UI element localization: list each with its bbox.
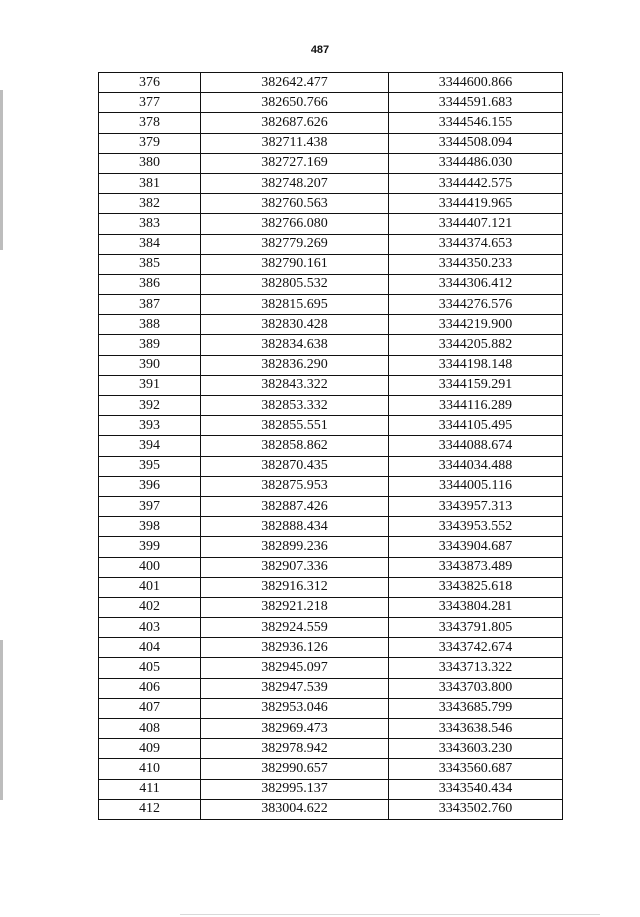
x-coordinate-cell: 382924.559 xyxy=(201,618,389,638)
y-coordinate-cell: 3344407.121 xyxy=(389,214,563,234)
x-coordinate-cell: 382853.332 xyxy=(201,396,389,416)
scan-edge-mark xyxy=(0,640,3,800)
point-number-cell: 396 xyxy=(99,476,201,496)
x-coordinate-cell: 382936.126 xyxy=(201,638,389,658)
y-coordinate-cell: 3343638.546 xyxy=(389,719,563,739)
x-coordinate-cell: 382870.435 xyxy=(201,456,389,476)
y-coordinate-cell: 3344105.495 xyxy=(389,416,563,436)
x-coordinate-cell: 382945.097 xyxy=(201,658,389,678)
y-coordinate-cell: 3344159.291 xyxy=(389,375,563,395)
x-coordinate-cell: 382875.953 xyxy=(201,476,389,496)
point-number-cell: 395 xyxy=(99,456,201,476)
x-coordinate-cell: 382921.218 xyxy=(201,597,389,617)
table-row xyxy=(99,315,563,335)
point-number-cell: 407 xyxy=(99,698,201,718)
y-coordinate-cell: 3344350.233 xyxy=(389,254,563,274)
y-coordinate-cell: 3343953.552 xyxy=(389,517,563,537)
point-number-cell: 383 xyxy=(99,214,201,234)
table-row xyxy=(99,799,563,819)
point-number-cell: 386 xyxy=(99,274,201,294)
y-coordinate-cell: 3344306.412 xyxy=(389,274,563,294)
point-number-cell: 378 xyxy=(99,113,201,133)
x-coordinate-cell: 382830.428 xyxy=(201,315,389,335)
table-row xyxy=(99,476,563,496)
y-coordinate-cell: 3344198.148 xyxy=(389,355,563,375)
y-coordinate-cell: 3343685.799 xyxy=(389,698,563,718)
table-row xyxy=(99,194,563,214)
y-coordinate-cell: 3344546.155 xyxy=(389,113,563,133)
x-coordinate-cell: 382766.080 xyxy=(201,214,389,234)
y-coordinate-cell: 3343825.618 xyxy=(389,577,563,597)
table-row xyxy=(99,375,563,395)
x-coordinate-cell: 382995.137 xyxy=(201,779,389,799)
y-coordinate-cell: 3344600.866 xyxy=(389,73,563,93)
scan-bottom-rule xyxy=(180,914,600,915)
y-coordinate-cell: 3343703.800 xyxy=(389,678,563,698)
x-coordinate-cell: 382916.312 xyxy=(201,577,389,597)
y-coordinate-cell: 3343804.281 xyxy=(389,597,563,617)
x-coordinate-cell: 382855.551 xyxy=(201,416,389,436)
y-coordinate-cell: 3343742.674 xyxy=(389,638,563,658)
point-number-cell: 390 xyxy=(99,355,201,375)
point-number-cell: 408 xyxy=(99,719,201,739)
table-row xyxy=(99,638,563,658)
table-row xyxy=(99,517,563,537)
point-number-cell: 401 xyxy=(99,577,201,597)
table-row xyxy=(99,113,563,133)
table-row xyxy=(99,274,563,294)
y-coordinate-cell: 3343560.687 xyxy=(389,759,563,779)
x-coordinate-cell: 382727.169 xyxy=(201,153,389,173)
table-row xyxy=(99,597,563,617)
y-coordinate-cell: 3344442.575 xyxy=(389,173,563,193)
y-coordinate-cell: 3344486.030 xyxy=(389,153,563,173)
x-coordinate-cell: 382969.473 xyxy=(201,719,389,739)
y-coordinate-cell: 3344005.116 xyxy=(389,476,563,496)
x-coordinate-cell: 382990.657 xyxy=(201,759,389,779)
y-coordinate-cell: 3343713.322 xyxy=(389,658,563,678)
point-number-cell: 379 xyxy=(99,133,201,153)
table-row xyxy=(99,759,563,779)
table-row xyxy=(99,295,563,315)
point-number-cell: 391 xyxy=(99,375,201,395)
table-row xyxy=(99,739,563,759)
x-coordinate-cell: 382650.766 xyxy=(201,93,389,113)
point-number-cell: 381 xyxy=(99,173,201,193)
point-number-cell: 398 xyxy=(99,517,201,537)
x-coordinate-cell: 383004.622 xyxy=(201,799,389,819)
table-row xyxy=(99,537,563,557)
point-number-cell: 382 xyxy=(99,194,201,214)
table-row xyxy=(99,396,563,416)
point-number-cell: 411 xyxy=(99,779,201,799)
x-coordinate-cell: 382834.638 xyxy=(201,335,389,355)
table-row xyxy=(99,436,563,456)
x-coordinate-cell: 382947.539 xyxy=(201,678,389,698)
y-coordinate-cell: 3344116.289 xyxy=(389,396,563,416)
page-number: 487 xyxy=(310,44,330,56)
point-number-cell: 388 xyxy=(99,315,201,335)
table-row xyxy=(99,618,563,638)
point-number-cell: 404 xyxy=(99,638,201,658)
point-number-cell: 387 xyxy=(99,295,201,315)
point-number-cell: 380 xyxy=(99,153,201,173)
table-row xyxy=(99,577,563,597)
point-number-cell: 403 xyxy=(99,618,201,638)
point-number-cell: 397 xyxy=(99,496,201,516)
y-coordinate-cell: 3344034.488 xyxy=(389,456,563,476)
table-row xyxy=(99,355,563,375)
x-coordinate-cell: 382642.477 xyxy=(201,73,389,93)
y-coordinate-cell: 3344088.674 xyxy=(389,436,563,456)
x-coordinate-cell: 382815.695 xyxy=(201,295,389,315)
point-number-cell: 376 xyxy=(99,73,201,93)
table-row xyxy=(99,335,563,355)
point-number-cell: 410 xyxy=(99,759,201,779)
point-number-cell: 389 xyxy=(99,335,201,355)
table-row xyxy=(99,698,563,718)
y-coordinate-cell: 3344508.094 xyxy=(389,133,563,153)
point-number-cell: 377 xyxy=(99,93,201,113)
table-row xyxy=(99,173,563,193)
x-coordinate-cell: 382760.563 xyxy=(201,194,389,214)
y-coordinate-cell: 3344276.576 xyxy=(389,295,563,315)
table-row xyxy=(99,153,563,173)
x-coordinate-cell: 382907.336 xyxy=(201,557,389,577)
table-row xyxy=(99,416,563,436)
table-row xyxy=(99,779,563,799)
table-row xyxy=(99,73,563,93)
x-coordinate-cell: 382836.290 xyxy=(201,355,389,375)
x-coordinate-cell: 382899.236 xyxy=(201,537,389,557)
x-coordinate-cell: 382711.438 xyxy=(201,133,389,153)
table-row xyxy=(99,719,563,739)
x-coordinate-cell: 382687.626 xyxy=(201,113,389,133)
y-coordinate-cell: 3343791.805 xyxy=(389,618,563,638)
x-coordinate-cell: 382858.862 xyxy=(201,436,389,456)
x-coordinate-cell: 382887.426 xyxy=(201,496,389,516)
y-coordinate-cell: 3344219.900 xyxy=(389,315,563,335)
table-row xyxy=(99,456,563,476)
point-number-cell: 409 xyxy=(99,739,201,759)
x-coordinate-cell: 382748.207 xyxy=(201,173,389,193)
coordinate-table-body xyxy=(99,73,563,820)
table-row xyxy=(99,234,563,254)
x-coordinate-cell: 382779.269 xyxy=(201,234,389,254)
table-row xyxy=(99,557,563,577)
point-number-cell: 400 xyxy=(99,557,201,577)
table-row xyxy=(99,496,563,516)
table-row xyxy=(99,254,563,274)
y-coordinate-cell: 3344591.683 xyxy=(389,93,563,113)
x-coordinate-cell: 382888.434 xyxy=(201,517,389,537)
table-row xyxy=(99,658,563,678)
y-coordinate-cell: 3344374.653 xyxy=(389,234,563,254)
point-number-cell: 402 xyxy=(99,597,201,617)
point-number-cell: 405 xyxy=(99,658,201,678)
y-coordinate-cell: 3343603.230 xyxy=(389,739,563,759)
x-coordinate-cell: 382953.046 xyxy=(201,698,389,718)
y-coordinate-cell: 3343873.489 xyxy=(389,557,563,577)
table-row xyxy=(99,133,563,153)
point-number-cell: 406 xyxy=(99,678,201,698)
y-coordinate-cell: 3343957.313 xyxy=(389,496,563,516)
point-number-cell: 385 xyxy=(99,254,201,274)
x-coordinate-cell: 382805.532 xyxy=(201,274,389,294)
point-number-cell: 412 xyxy=(99,799,201,819)
point-number-cell: 384 xyxy=(99,234,201,254)
x-coordinate-cell: 382843.322 xyxy=(201,375,389,395)
y-coordinate-cell: 3343540.434 xyxy=(389,779,563,799)
y-coordinate-cell: 3343502.760 xyxy=(389,799,563,819)
point-number-cell: 392 xyxy=(99,396,201,416)
y-coordinate-cell: 3344419.965 xyxy=(389,194,563,214)
table-row xyxy=(99,678,563,698)
table-row xyxy=(99,93,563,113)
x-coordinate-cell: 382978.942 xyxy=(201,739,389,759)
coordinate-table xyxy=(98,72,563,820)
point-number-cell: 393 xyxy=(99,416,201,436)
scan-edge-mark xyxy=(0,90,3,250)
point-number-cell: 399 xyxy=(99,537,201,557)
point-number-cell: 394 xyxy=(99,436,201,456)
y-coordinate-cell: 3344205.882 xyxy=(389,335,563,355)
table-row xyxy=(99,214,563,234)
x-coordinate-cell: 382790.161 xyxy=(201,254,389,274)
y-coordinate-cell: 3343904.687 xyxy=(389,537,563,557)
